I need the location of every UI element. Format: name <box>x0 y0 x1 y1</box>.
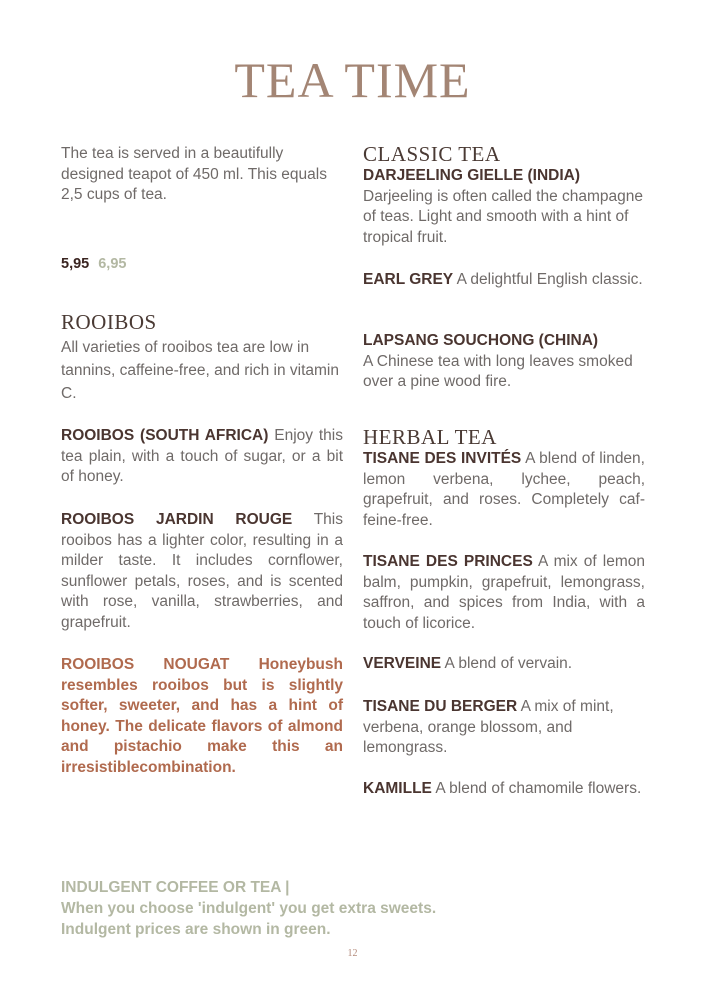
item-description: Honeybush resembles rooibos but is slightly softer, sweeter, and has a hint of honey. The delicate flavors of almond and pistachio make this an irresistiblecombination. <box>61 656 343 776</box>
item-name: VERVEINE <box>363 655 442 672</box>
menu-item-lapsang-souchong <box>363 331 645 393</box>
price-row <box>61 255 343 273</box>
menu-item-rooibos-south-africa <box>61 426 343 488</box>
menu-item-tisane-du-berger <box>363 697 645 759</box>
item-description: Darjeeling is often called the champagne of teas. Light and smooth with a hint of tropical fruit. <box>363 187 644 246</box>
page-number: 12 <box>347 948 358 959</box>
item-description: A blend of chamomile flowers. <box>431 780 642 797</box>
item-name: LAPSANG SOUCHONG (CHINA) <box>363 332 599 349</box>
indulgent-note <box>61 877 511 940</box>
section-heading-classic-tea: CLASSIC TEA <box>363 142 501 166</box>
indulgent-note-line: When you choose 'indulgent' you get extra sweets. <box>61 900 437 917</box>
page-title: TEA TIME <box>234 52 471 108</box>
item-description: A blend of linden, lemon verbena, lychee, peach, grapefruit, and roses. Completely caf-feine-free. <box>363 450 645 529</box>
indulgent-note-title: INDULGENT COFFEE OR TEA | <box>61 879 290 896</box>
item-description: This rooibos has a lighter color, resulting in a milder taste. It includes cornflower, sunflower petals, roses, and is scented with rose, vanilla, strawberries, and grapefruit. <box>61 511 344 631</box>
menu-item-tisane-des-princes <box>363 552 645 634</box>
item-description: Enjoy this tea plain, with a touch of sugar, or a bit of honey. <box>61 427 343 485</box>
section-heading-herbal-tea: HERBAL TEA <box>363 425 497 449</box>
item-name: EARL GREY <box>363 271 454 288</box>
menu-item-verveine <box>363 654 645 675</box>
item-description: A mix of mint, verbena, orange blossom, and lemongrass. <box>363 698 614 756</box>
item-name: TISANE DU BERGER <box>363 698 518 715</box>
item-name: TISANE DES PRINCES <box>363 553 533 570</box>
menu-item-rooibos-nougat <box>61 655 343 778</box>
price-indulgent: 6,95 <box>98 256 127 272</box>
indulgent-note-line: Indulgent prices are shown in green. <box>61 921 331 938</box>
item-name: KAMILLE <box>363 780 432 797</box>
item-name: ROOIBOS NOUGAT <box>61 656 230 673</box>
menu-item-kamille <box>363 779 645 800</box>
item-name: DARJEELING GIELLE (INDIA) <box>363 167 581 184</box>
item-description: A delightful English classic. <box>453 271 643 288</box>
intro-text: The tea is served in a beautifully designed teapot of 450 ml. This equals 2,5 cups of tea. <box>61 145 327 203</box>
item-description: A mix of lemon balm, pumpkin, grapefruit, lemongrass, saffron, and spices from India, with a touch of licorice. <box>363 553 645 632</box>
rooibos-description: All varieties of rooibos tea are low in tannins, caffeine-free, and rich in vitamin C. <box>61 339 340 402</box>
menu-item-rooibos-jardin-rouge <box>61 510 343 633</box>
item-description: A blend of vervain. <box>441 655 573 672</box>
item-name: TISANE DES INVITÉS <box>363 450 522 467</box>
item-name: ROOIBOS (SOUTH AFRICA) <box>61 427 269 444</box>
menu-item-earl-grey <box>363 270 645 291</box>
item-name: ROOIBOS JARDIN ROUGE <box>61 511 293 528</box>
section-heading-rooibos: ROOIBOS <box>61 310 157 334</box>
menu-item-tisane-des-invites <box>363 449 645 531</box>
price-regular: 5,95 <box>61 256 90 272</box>
menu-item-darjeeling <box>363 166 645 248</box>
item-description: A Chinese tea with long leaves smoked over a pine wood fire. <box>363 352 633 390</box>
